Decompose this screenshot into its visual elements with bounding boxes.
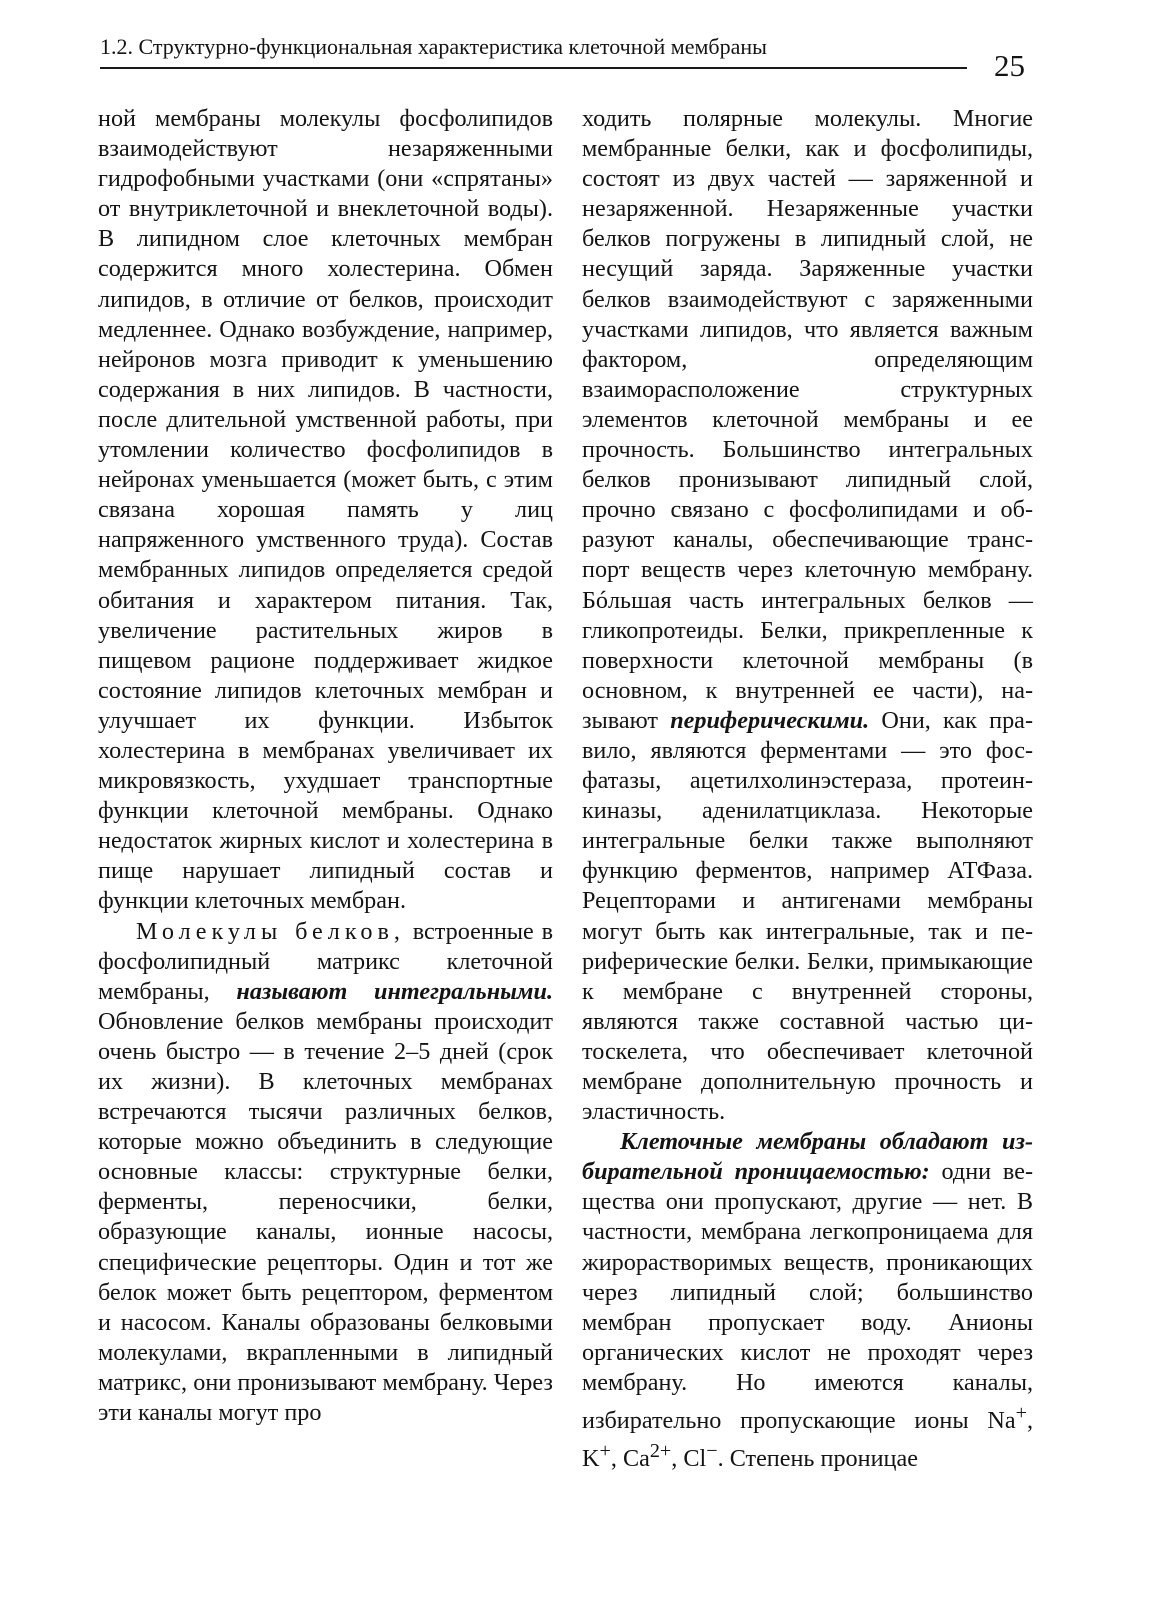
right-column (582, 104, 1033, 1474)
emphasis-term: периферическими. (670, 706, 870, 734)
ion-charge: + (1015, 1402, 1027, 1425)
running-title: 1.2. Структурно-функциональная характеристика клеточной мембраны (100, 34, 767, 59)
ion-separator: , Cl (671, 1445, 707, 1473)
paragraph-text: Обновление белков мембраны происходит очень быстро — в течение 2–5 дней (срок их жизни). В клеточных мембранах встречаются тысячи различных белков, которые можно объединить в следующие основные классы: структурные белки, ферменты, переносчики, белки, образующие каналы, ионные насосы, специфические рецепторы. Один и тот же белок может быть рецептором, ферментом и насосом. Каналы образованы белковыми молекулами, вкрапленными в липидный матрикс, они пронизывают мембрану. Через эти каналы могут про (98, 1007, 553, 1427)
emphasis-term: называют интегральными. (236, 977, 553, 1005)
page-number: 25 (994, 48, 1025, 83)
paragraph-text: . Степень проницае (717, 1445, 918, 1473)
emphasis-term: Клеточные мембраны обладают избирательной проницаемостью: (582, 1128, 1033, 1186)
paragraph-permeability (582, 1127, 1033, 1474)
paragraph-text: одни вещества они пропускают, другие — нет. В частности, мембрана легкопроницаема для жирорастворимых веществ, проникающих через липидный слой; большинство мембран пропускает воду. Анионы органических кислот не проходят через мембрану. Но имеются каналы, избирательно пропускающие ионы Na (582, 1158, 1033, 1435)
paragraph-continuation (582, 104, 1033, 1127)
ion-charge: 2+ (649, 1440, 672, 1463)
paragraph-text: Они, как правило, являются ферментами — это фосфатазы, ацетилхолинэстераза, протеинкиназы, аденилатциклаза. Некоторые интегральные белки также выполняют функцию ферментов, например АТФаза. Рецепторами и антигенами мембраны могут быть как интегральные, так и периферические белки. Белки, примыкающие к мембране с внутренней стороны, являются также составной частью цитоскелета, что обеспечивает клеточной мембране дополнительную прочность и эластичность. (582, 706, 1033, 1126)
ion-separator: , Ca (610, 1445, 650, 1473)
ion-charge: + (599, 1440, 611, 1463)
paragraph-text: ходить полярные молекулы. Многие мембранные белки, как и фосфолипиды, состоят из двух частей — заряженной и незаряженной. Незаряженные участки белков погружены в липидный слой, не несущий заряда. Заряженные участки белков взаимодействуют с заряженными участками липидов, что является важным фактором, определяющим взаиморасположение структурных элементов клеточной мембраны и ее прочность. Большинство интегральных белков пронизывают липидный слой, прочно связано с фосфолипидами и образуют каналы, обеспечивающие транспорт веществ через клеточную мембрану. Бóльшая часть интегральных белков — гликопротеиды. Белки, прикрепленные к поверхности клеточной мембраны (в основном, к внутренней ее части), называют (582, 105, 1033, 734)
paragraph-proteins (98, 917, 553, 1429)
header-rule (100, 67, 967, 69)
left-column (98, 104, 553, 1428)
paragraph-lipids (98, 104, 553, 917)
paragraph-text: ной мембраны молекулы фосфолипидов взаимодействуют незаряженными гидрофобными участками (они «спрятаны» от внутриклеточной и внеклеточной воды). В липидном слое клеточных мембран содержится много холестерина. Обмен липидов, в отличие от белков, происходит медленнее. Однако возбуждение, например, нейронов мозга приводит к уменьшению содержания в них липидов. В частности, после длительной умственной работы, при утомлении количество фосфолипидов в нейронах уменьшается (может быть, с этим связана хорошая память у лиц напряженного умственного труда). Состав мембранных липидов определяется средой обитания и характером питания. Так, увеличение растительных жиров в пищевом рационе поддерживает жидкое состояние липидов клеточных мембран и улучшает их функции. Избыток холестерина в мембранах увеличивает их микровязкость, ухудшает транспортные функции клеточной мембраны. Однако недостаток жирных кислот и холестерина в пище нарушает липидный состав и функции клеточных мембран. (98, 105, 553, 915)
ion-charge: − (706, 1440, 718, 1463)
ion-separator: , K (582, 1407, 1033, 1473)
paragraph-text: встроенные в фосфолипидный матрикс клеточной мембраны, (98, 917, 553, 1005)
spaced-term: Молекулы белков, (136, 917, 405, 945)
